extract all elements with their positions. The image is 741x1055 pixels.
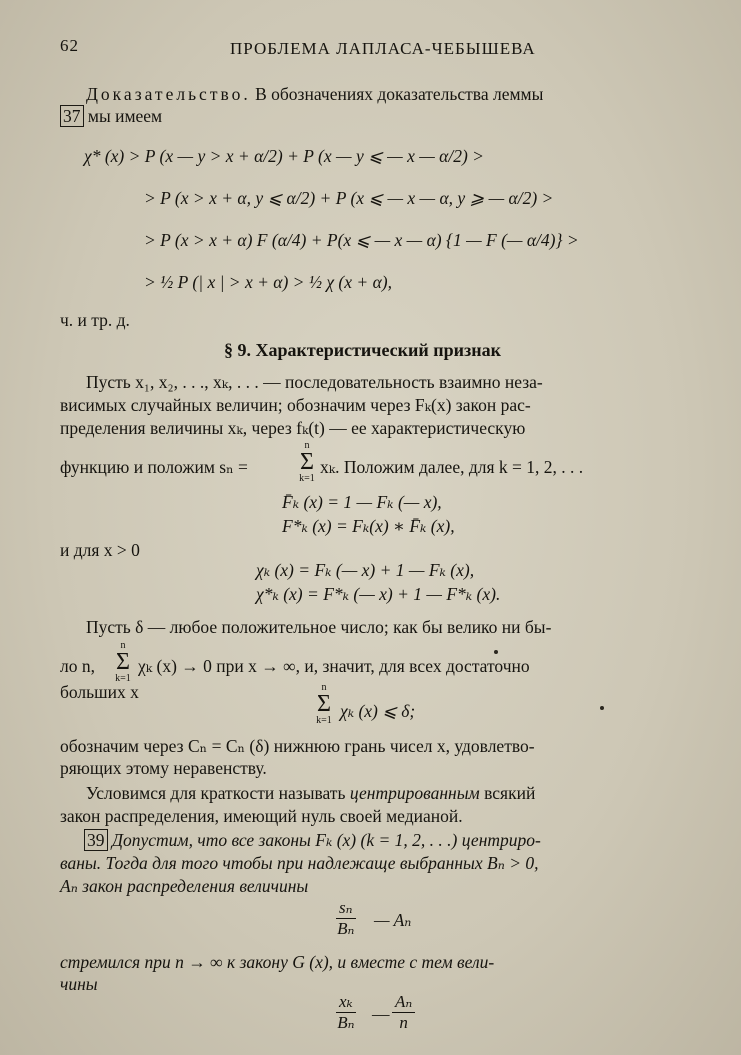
fraction-minus: — bbox=[372, 1004, 390, 1024]
def-line-2: F*ₖ (x) = Fₖ(x) ∗ F̄ₖ (x), bbox=[282, 516, 455, 536]
sum-upper-limit: n bbox=[304, 440, 310, 451]
proof-line-2 bbox=[60, 106, 162, 126]
print-speck bbox=[494, 650, 498, 654]
print-speck bbox=[600, 706, 604, 710]
theorem-line-2: ваны. Тогда для того чтобы при надлежаще выбранных Bₙ > 0, bbox=[60, 853, 539, 873]
proof-text: В обозначениях доказательства леммы bbox=[255, 84, 544, 104]
sigma-symbol: Σ bbox=[116, 649, 130, 675]
proof-line-1 bbox=[86, 84, 543, 104]
def-line-4: χ*ₖ (x) = F*ₖ (— x) + 1 — F*ₖ (x). bbox=[256, 584, 501, 604]
fraction-tail: — Aₙ bbox=[374, 910, 412, 930]
fraction-numerator: sₙ bbox=[336, 898, 356, 919]
sum-lower-limit: k=1 bbox=[316, 715, 332, 726]
sum-sign-3 bbox=[312, 682, 336, 726]
para2-line-1: Пусть δ — любое положительное число; как бы велико ни бы- bbox=[86, 617, 552, 637]
para1-line-2: висимых случайных величин; обозначим через Fₖ(x) закон рас- bbox=[60, 395, 531, 415]
ineq-line-4: > ½ P (| x | > x + α) > ½ χ (x + α), bbox=[144, 272, 392, 292]
fraction-denominator: Bₙ bbox=[337, 1013, 355, 1032]
page-number: 62 bbox=[60, 36, 79, 55]
and-for-text: и для x > 0 bbox=[60, 540, 140, 560]
sum-upper-limit: n bbox=[120, 640, 126, 651]
theorem-line-3: Aₙ закон распределения величины bbox=[60, 876, 309, 896]
fraction-a-over-n bbox=[392, 992, 415, 1033]
sigma-symbol: Σ bbox=[317, 691, 331, 717]
sigma-symbol: Σ bbox=[300, 449, 314, 475]
proof-word: Доказательство. bbox=[86, 84, 251, 104]
fraction-denominator: n bbox=[399, 1013, 408, 1032]
sum-upper-limit: n bbox=[321, 682, 327, 693]
theorem-number: 39 bbox=[84, 829, 108, 851]
para1-line-4a: функцию и положим sₙ = bbox=[60, 457, 248, 477]
sum-lower-limit: k=1 bbox=[115, 673, 131, 684]
para2-line-2a: ло n, bbox=[60, 656, 95, 676]
running-title: ПРОБЛЕМА ЛАПЛАСА-ЧЕБЫШЕВА bbox=[230, 39, 536, 58]
section-title: § 9. Характеристический признак bbox=[224, 340, 501, 360]
para4-text-a: Условимся для краткости называть bbox=[86, 783, 346, 803]
ineq-line-1: χ* (x) > P (x — y > x + α/2) + P (x — y ⩽ — x — α/2) > bbox=[84, 146, 484, 166]
theorem-line-4: стремился при n → ∞ к закону G (x), и вместе с тем вели- bbox=[60, 952, 495, 972]
sum-sign-2 bbox=[112, 640, 134, 684]
para2-line-2b: χₖ (x) → 0 при x → ∞, и, значит, для всех достаточно bbox=[138, 656, 530, 676]
para3-line-2: ряющих этому неравенству. bbox=[60, 758, 267, 778]
theorem-line-1 bbox=[84, 830, 541, 850]
para4-line-1 bbox=[86, 783, 535, 803]
def-line-1: F̄ₖ (x) = 1 — Fₖ (— x), bbox=[282, 492, 442, 512]
para1-line-4b: xₖ. Положим далее, для k = 1, 2, . . . bbox=[320, 457, 584, 477]
def-line-3: χₖ (x) = Fₖ (— x) + 1 — Fₖ (x), bbox=[256, 560, 475, 580]
para1-line-3: пределения величины xₖ, через fₖ(t) — ее характеристическую bbox=[60, 418, 526, 438]
fraction-denominator: Bₙ bbox=[337, 919, 355, 938]
sum-inequality: χₖ (x) ⩽ δ; bbox=[340, 701, 416, 721]
para4-text-c: всякий bbox=[484, 783, 536, 803]
fraction-numerator: xₖ bbox=[336, 992, 356, 1013]
para2-line-3: больших x bbox=[60, 682, 139, 702]
para4-line-2: закон распределения, имеющий нуль своей медианой. bbox=[60, 806, 463, 826]
para1-line-1: Пусть x₁, x₂, . . ., xₖ, . . . — последовательность взаимно неза- bbox=[86, 372, 543, 392]
qed-text: ч. и тр. д. bbox=[60, 310, 130, 330]
fraction-x-over-b bbox=[336, 992, 356, 1033]
sum-sign-1 bbox=[296, 440, 318, 484]
ineq-line-3: > P (x > x + α) F (α/4) + P(x ⩽ — x — α) {1 — F (— α/4)} > bbox=[144, 230, 579, 250]
proof-text-2: мы имеем bbox=[87, 106, 163, 126]
ineq-line-2: > P (x > x + α, y ⩽ α/2) + P (x ⩽ — x — α, y ⩾ — α/2) > bbox=[144, 188, 554, 208]
para4-term: центрированным bbox=[349, 783, 480, 803]
para3-line-1: обозначим через Cₙ = Cₙ (δ) нижнюю грань чисел x, удовлетво- bbox=[60, 736, 535, 756]
sum-lower-limit: k=1 bbox=[299, 473, 315, 484]
fraction-numerator: Aₙ bbox=[392, 992, 415, 1013]
theorem-line-5: чины bbox=[60, 974, 98, 994]
lemma-ref: 37 bbox=[60, 105, 84, 127]
theorem-text-1: Допустим, что все законы Fₖ (x) (k = 1, 2, . . .) центриро- bbox=[111, 830, 541, 850]
fraction-s-over-b bbox=[336, 898, 356, 939]
